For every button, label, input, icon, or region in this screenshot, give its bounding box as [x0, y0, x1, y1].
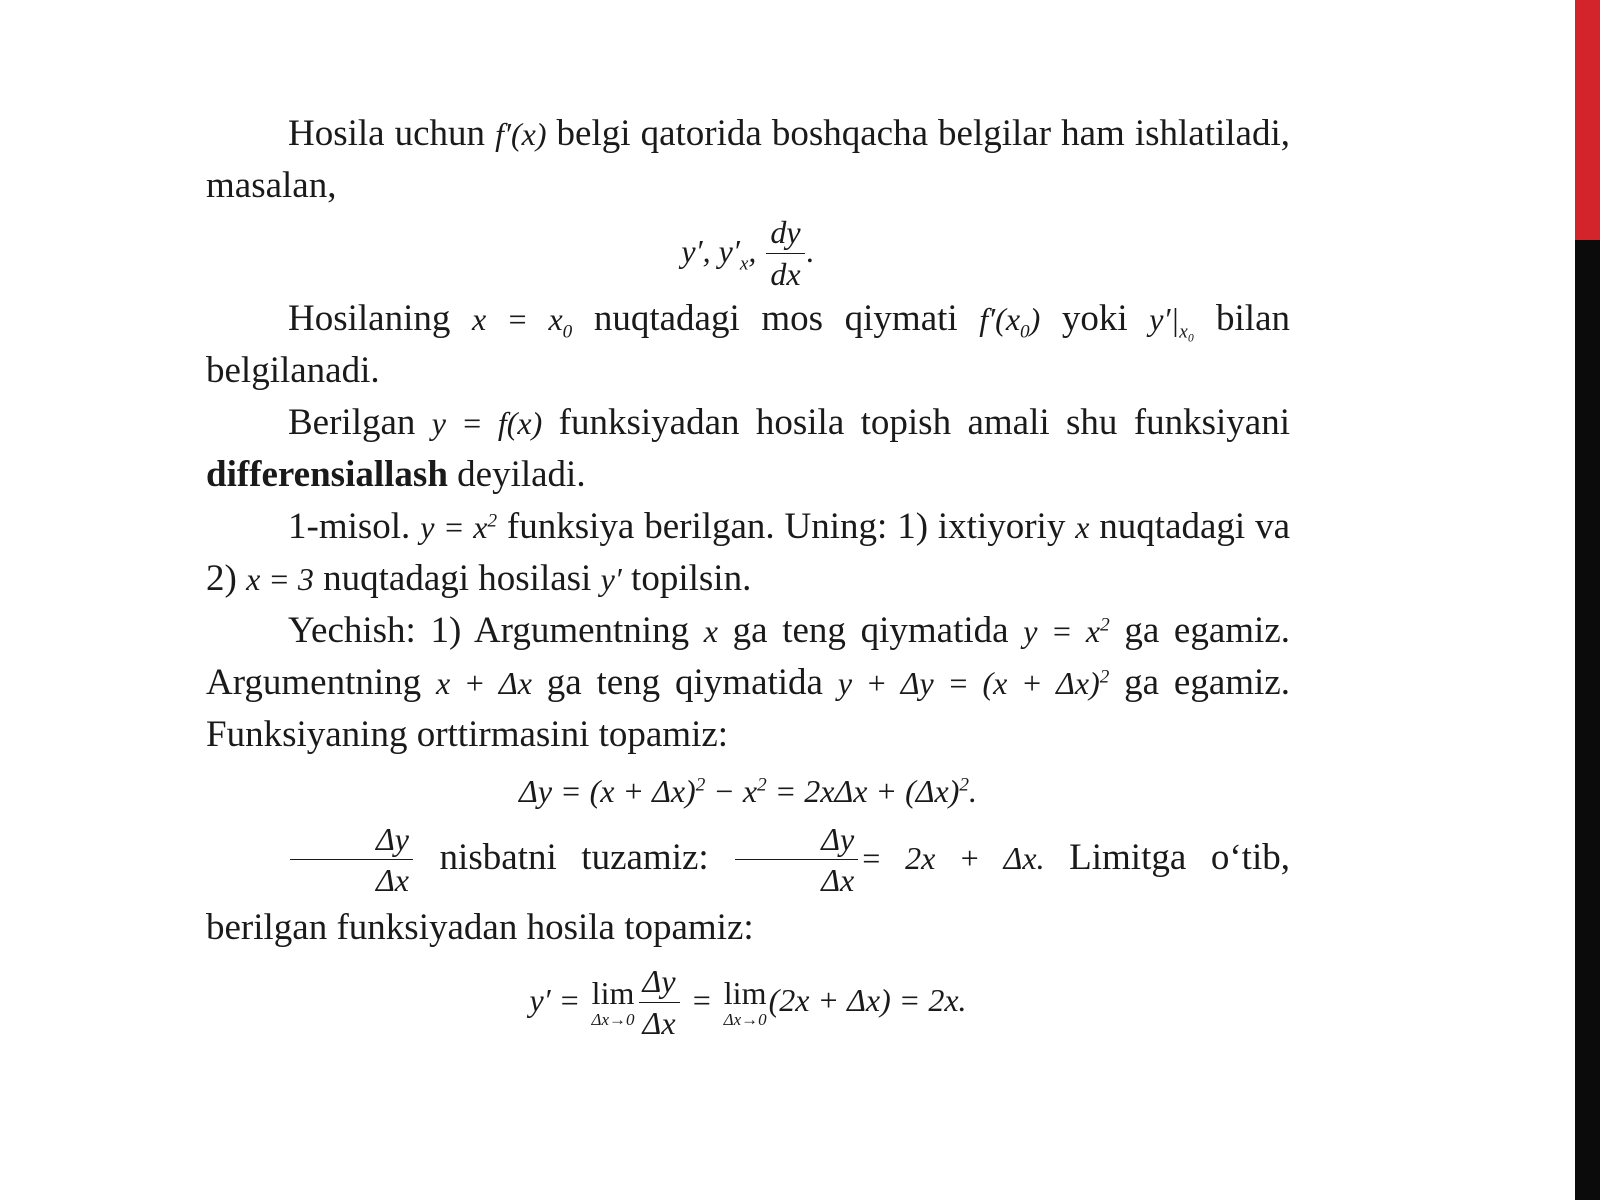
paragraph-1: [206, 108, 1290, 212]
paragraph-2: Hosilaning $x = x_0$ nuqtadagi mos qiymati $f'(x_0)$ yoki $y'|_{x_0}$ bilan belgilanadi.: [206, 297, 1290, 391]
bold-term: differensiallash: [206, 453, 448, 495]
paragraph-5: Yechish: 1) Argumentning x ga teng qiymatida $y = x^2$ ga egamiz. Argumentning x + Δx ga teng qiymatida $y + \Delta y = (x + \Delta x)^2$ ga egamiz. Funksiyaning orttirmasini topamiz:: [206, 609, 1291, 755]
slide-content: [206, 108, 1290, 1042]
math-x-plus-dx: x + Δx: [435, 664, 532, 701]
limit-2: lim Δx→0: [723, 974, 767, 1029]
notation-line: y′, $y'_x$, $\frac{dy}{dx}$ .: [681, 214, 815, 292]
limit-1: lim Δx→0: [591, 974, 635, 1029]
black-side-bar: [1575, 240, 1600, 1200]
math-increment-equation: $y + \Delta y = (x + \Delta x)^2$: [837, 664, 1110, 701]
math-y-prime-x: $y'_x$: [718, 232, 749, 275]
math-x-eq-x0: $x = x_0$: [471, 300, 573, 342]
math-y-prime: y′: [681, 232, 703, 269]
math-y-prime: y′: [600, 560, 622, 597]
math-y-eq-x2: $y = x^2$: [420, 508, 498, 545]
math-ratio-result: = 2x + Δx.: [860, 839, 1045, 876]
math-y-prime-at-x0: $y'|_{x_0}$: [1149, 300, 1195, 342]
equation-2: y′ = lim Δx→0 $\frac{\Delta y}{\Delta x}$ = lim Δx→0 (2x + Δx) = 2x.: [529, 963, 967, 1041]
text: Hosila uchun: [288, 113, 496, 154]
equation-1: $\Delta y = (x + \Delta x)^2 - x^2 = 2x\Delta x + (\Delta x)^2$.: [519, 772, 977, 809]
math-f-prime-x: f′(x): [495, 116, 547, 152]
math-y-eq-fx: y = f(x): [431, 404, 543, 441]
math-x-eq-3: x = 3: [246, 560, 314, 597]
paragraph-6: $\frac{\Delta y}{\Delta x}$ nisbatni tuzamiz: $\frac{\Delta y}{\Delta x}$ = 2x + Δx. Limitga o‘tib, berilgan funksiyadan hosila topamiz:: [206, 820, 1290, 949]
math-dy-over-dx-3: $\frac{\Delta y}{\Delta x}$: [639, 963, 680, 1042]
paragraph-4: 1-misol. $y = x^2$ funksiya berilgan. Uning: 1) ixtiyoriy x nuqtadagi va 2) x = 3 nuqtadagi hosilasi y′ topilsin.: [206, 505, 1290, 599]
math-dy-over-dx: $\frac{\Delta y}{\Delta x}$: [290, 821, 413, 900]
red-accent-bar: [1575, 0, 1600, 240]
text: belgi qatorida boshqacha belgilar ham ishlatiladi, masalan,: [206, 113, 1290, 206]
math-dy-over-dx-2: $\frac{\Delta y}{\Delta x}$: [735, 821, 858, 900]
math-dy-dx: $\frac{dy}{dx}$: [766, 214, 804, 293]
math-f-prime-x0: $f'(x_0)$: [979, 300, 1041, 342]
paragraph-3: Berilgan y = f(x) funksiyadan hosila topish amali shu funksiyani differensiallash deyiladi.: [206, 401, 1291, 495]
math-x: x: [703, 612, 718, 649]
math-x: x: [1075, 508, 1090, 545]
math-y-eq-x2: $y = x^2$: [1023, 612, 1110, 649]
